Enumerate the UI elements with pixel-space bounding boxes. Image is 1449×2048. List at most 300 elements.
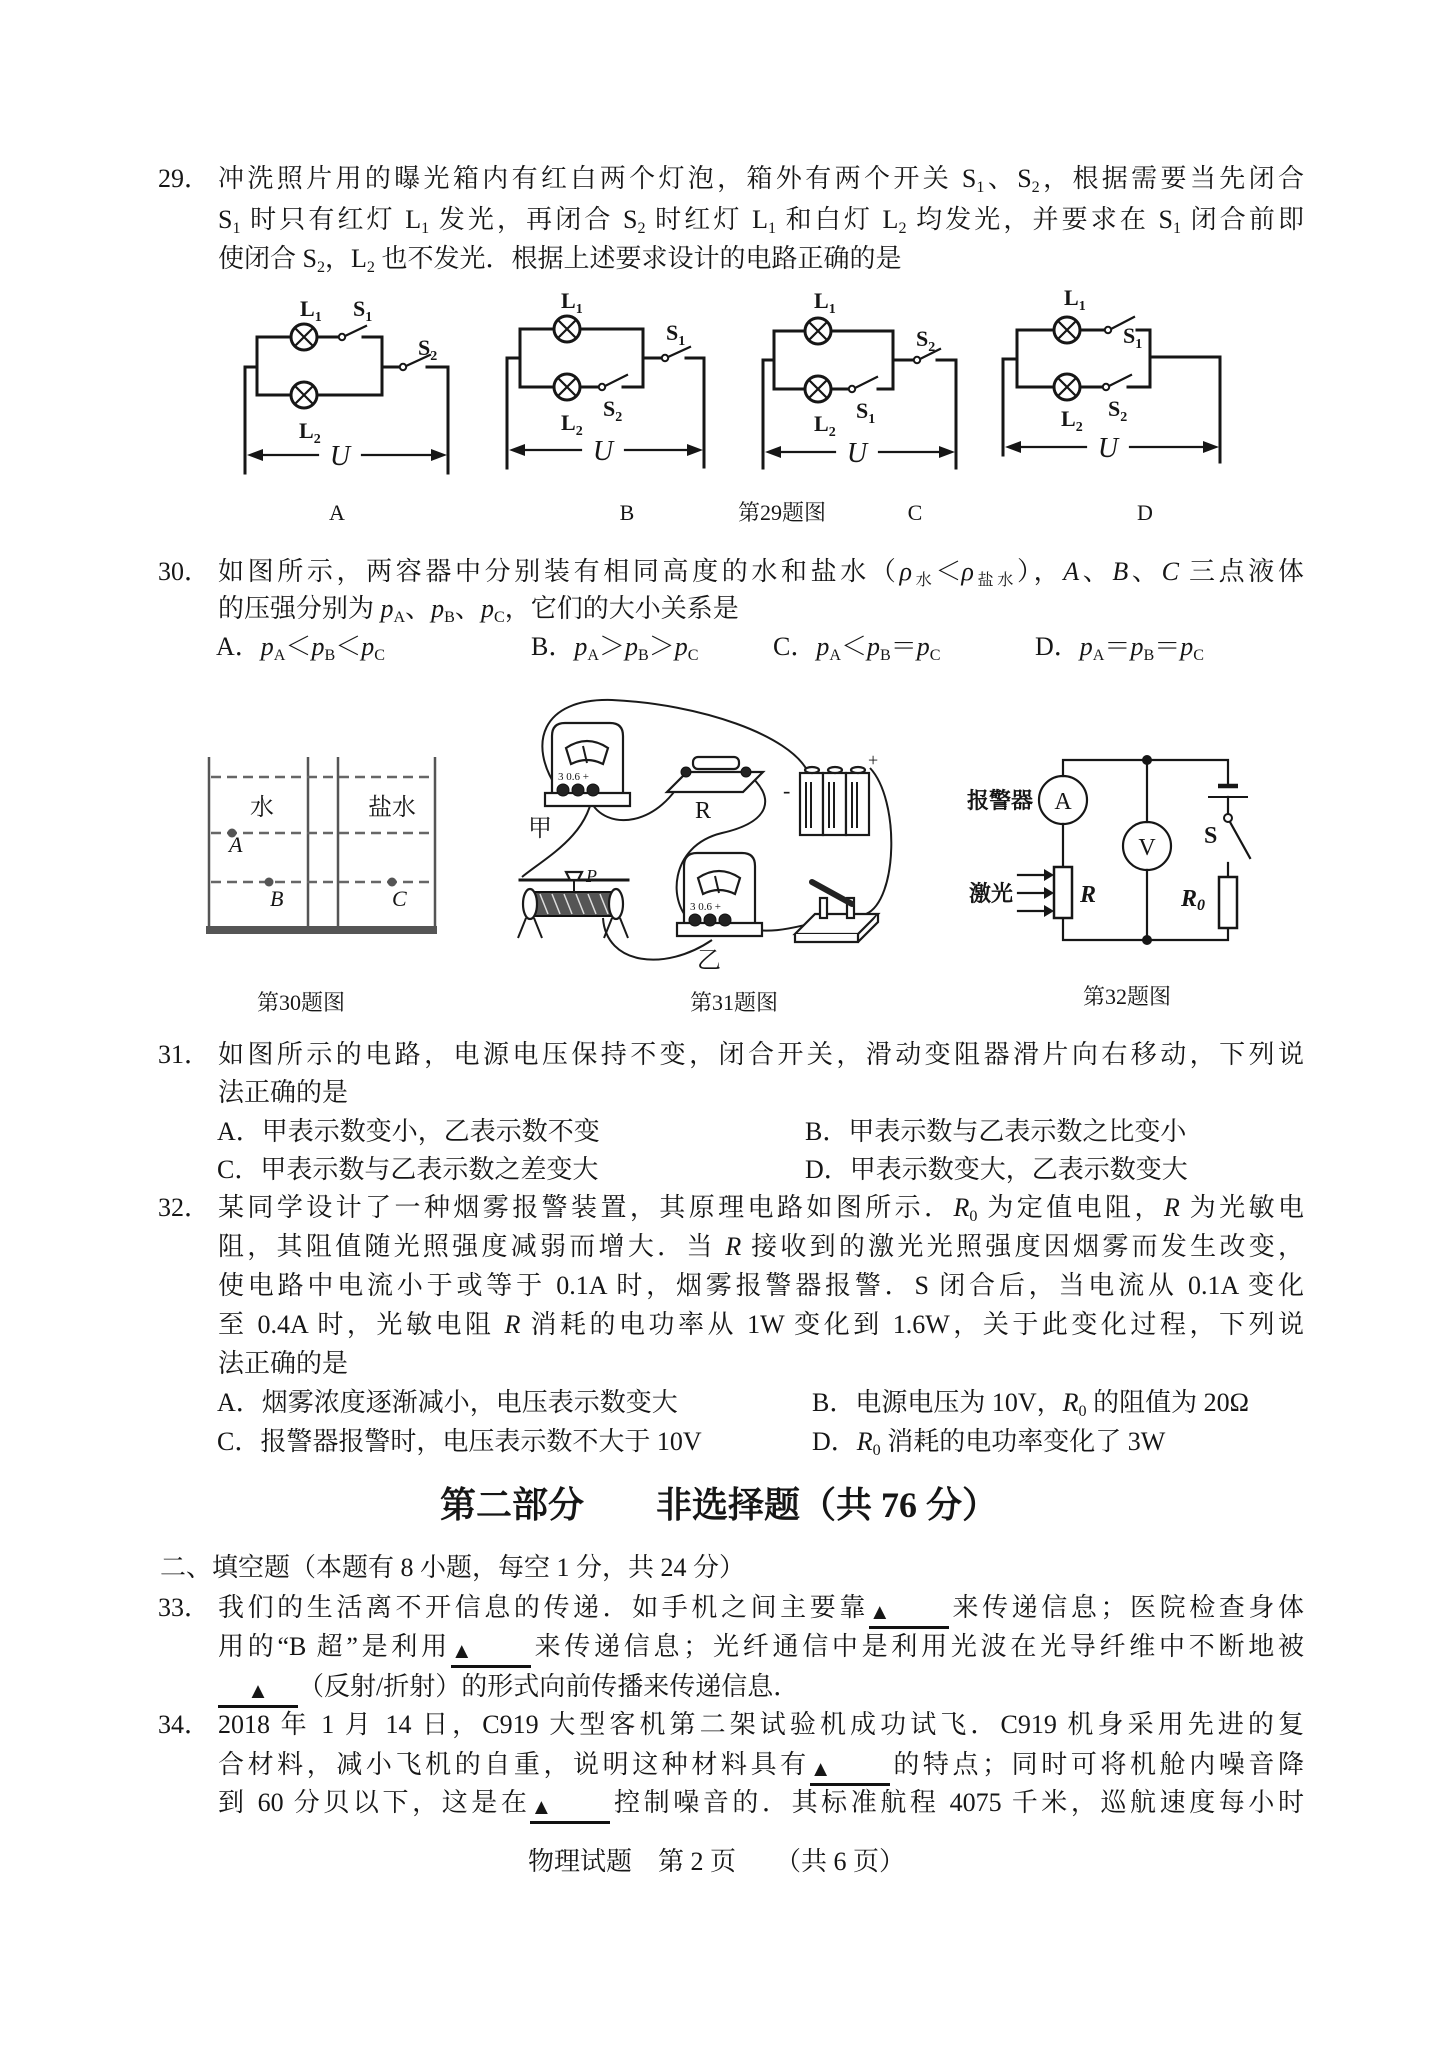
subscript: 1	[976, 178, 985, 196]
resistor-r	[667, 757, 763, 792]
arrowhead-right	[939, 446, 955, 458]
switch-pivot	[662, 355, 668, 361]
text-run: 甲表示数与乙表示数之差变大	[260, 1155, 599, 1184]
text-run: 冲洗照片用的曝光箱内有红白两个灯泡，箱外有两个开关 S	[218, 164, 977, 193]
switch2-label-main: S	[916, 326, 929, 351]
question-number: 33．	[158, 1593, 211, 1622]
battery-terminal	[805, 767, 819, 773]
option-text	[850, 1155, 1188, 1184]
lamp-cross	[558, 378, 576, 396]
lamp2-label	[299, 418, 321, 447]
text-run: 闭合前即	[1181, 205, 1304, 234]
subscript: C	[1193, 646, 1204, 664]
question-text-line	[218, 555, 1304, 589]
battery-terminal	[828, 767, 842, 773]
figure-caption: 第30题图	[257, 990, 346, 1015]
lamp2-label-sub: 2	[313, 432, 321, 447]
terminal	[704, 914, 716, 926]
switch1-label-main: S	[1123, 323, 1136, 348]
meter-terminal-labels: 3 0.6 +	[690, 901, 721, 913]
math-symbol: B	[1112, 557, 1129, 586]
math-symbol: p	[260, 632, 274, 661]
knife-switch	[795, 882, 878, 942]
lamp1-label-main: L	[1064, 285, 1079, 310]
option-text	[856, 1427, 1166, 1459]
question-text-line	[218, 1308, 1304, 1342]
figure-caption: 第29题图	[738, 500, 827, 525]
lamp2-label-sub: 2	[575, 424, 583, 439]
switch-blade	[1109, 375, 1131, 386]
option-key: A．	[217, 1117, 262, 1146]
lamp1-label-sub: 1	[575, 302, 583, 317]
switch2-label-main: S	[418, 335, 431, 360]
text-run: 使电路中电流小于或等于 0.1A 时，烟雾报警器报警．S 闭合后，当电流从 0.1A 变化	[218, 1271, 1304, 1300]
text-run: 的特点；同时可将机舱内噪音降	[889, 1750, 1304, 1779]
text-run: 三点液体	[1178, 557, 1304, 586]
lamp1-label-main: L	[561, 288, 576, 313]
subscript: A	[587, 646, 599, 664]
subscript: 0	[969, 1207, 978, 1225]
resistor-label: R	[695, 798, 712, 824]
switch2-label-sub: 2	[928, 340, 936, 355]
subscript: 1	[421, 219, 430, 237]
terminal	[689, 914, 701, 926]
option-text	[574, 632, 699, 664]
subscript: A	[273, 646, 286, 664]
terminal	[587, 784, 599, 796]
lamp2-label-main: L	[1061, 406, 1076, 431]
switch-pivot	[849, 386, 855, 392]
subscript: 2	[637, 219, 646, 237]
text-run: 烟雾浓度逐渐减小，电压表示数变大	[261, 1388, 678, 1417]
switch1-label-main: S	[666, 320, 679, 345]
subscript: C	[493, 608, 505, 626]
subscript: A	[393, 608, 406, 626]
math-symbol: p	[380, 594, 394, 623]
fixed-resistor-label-main: R	[1181, 886, 1198, 912]
subscript: 2	[366, 258, 375, 276]
text-run: 某同学设计了一种烟雾报警装置，其原理电路如图所示．	[218, 1193, 954, 1222]
option-b	[812, 1386, 1249, 1420]
question-text-line	[218, 1708, 1304, 1742]
battery-symbol	[1208, 786, 1248, 797]
switch-s	[1224, 814, 1250, 858]
subscript: 2	[1031, 178, 1040, 196]
option-d	[805, 1153, 1188, 1187]
option-a	[216, 630, 385, 664]
voltage-label: U	[592, 436, 614, 467]
switch-blade	[812, 882, 852, 904]
junction-dot	[1142, 755, 1152, 765]
question-number: 29．	[158, 164, 211, 193]
subscript: A	[1092, 646, 1105, 664]
math-symbol: R	[1163, 1193, 1180, 1222]
saltwater-label: 盐水	[368, 795, 416, 821]
switch1-label-sub: 1	[365, 310, 373, 325]
option-d	[812, 1425, 1165, 1459]
lamp2-label	[814, 411, 836, 440]
choice-label-d: D	[1137, 500, 1153, 525]
text-run: 如图所示，两容器中分别装有相同高度的水和盐水（	[218, 557, 900, 586]
text-run: 、	[405, 594, 432, 623]
option-key: C．	[217, 1155, 261, 1184]
circuit-option-c	[763, 288, 956, 469]
subscript: 0	[1078, 1402, 1087, 1420]
text-run: 我们的生活离不开信息的传递．如手机之间主要靠	[218, 1593, 869, 1622]
question-text-line	[218, 1670, 1304, 1704]
choice-label-b: B	[619, 500, 635, 525]
switch2-label	[603, 396, 622, 425]
option-a	[217, 1115, 600, 1149]
circuit-option-a	[245, 296, 448, 473]
meter-base	[545, 793, 630, 806]
text-run: 和白灯 L	[776, 205, 899, 234]
switch1-label-sub: 1	[868, 412, 876, 427]
option-text	[260, 1155, 598, 1184]
switch-label: S	[1204, 823, 1218, 849]
math-symbol: p	[311, 632, 325, 661]
switch1-label	[353, 296, 372, 325]
choice-label-a: A	[329, 500, 345, 525]
text-run: 也不发光．根据上述要求设计的电路正确的是	[374, 244, 902, 273]
subscript: 2	[316, 258, 326, 276]
fixed-resistor-label	[1180, 886, 1205, 914]
text-run: ＜	[840, 632, 867, 661]
text-run: 合材料，减小飞机的自重，说明这种材料具有	[218, 1750, 810, 1779]
switch-blade	[345, 326, 366, 336]
arrowhead	[1044, 869, 1054, 917]
option-key: D．	[1035, 632, 1080, 661]
option-text	[1079, 632, 1204, 664]
option-key: B．	[812, 1388, 856, 1417]
option-text	[260, 632, 385, 664]
switch-blade	[1230, 822, 1250, 858]
figure-q31-physical-circuit	[505, 695, 900, 980]
lamp1-label	[300, 296, 322, 325]
text-run: 、	[1079, 557, 1113, 586]
question-text-line	[218, 1748, 1304, 1782]
terminal	[719, 914, 731, 926]
math-symbol: R	[856, 1427, 873, 1456]
question-text-line	[218, 1591, 1304, 1625]
terminal	[557, 784, 569, 796]
switch2-label-sub: 2	[615, 410, 623, 425]
battery	[800, 767, 869, 835]
lamp1-label-sub: 1	[1078, 299, 1086, 314]
laser-arrows	[1018, 869, 1054, 917]
lamp-cross	[809, 380, 827, 398]
subscript: B	[638, 646, 649, 664]
switch-s1-icon	[849, 377, 877, 392]
text-run: ＜	[285, 632, 312, 661]
ammeter-alarm	[1039, 776, 1087, 824]
subscript: 1	[1173, 219, 1182, 237]
math-symbol: R	[725, 1232, 742, 1261]
switch-blade	[605, 375, 627, 386]
rheostat-end	[609, 889, 623, 919]
math-symbol: p	[674, 632, 688, 661]
math-symbol: p	[816, 632, 830, 661]
switch-pivot	[1224, 814, 1232, 822]
text-run: 时只有红灯 L	[240, 205, 422, 234]
subscript: 水	[911, 571, 936, 589]
terminal	[681, 767, 691, 777]
text-run: 阻，其阻值随光照强度减弱而增大．当	[218, 1232, 726, 1261]
subscript: B	[444, 608, 455, 626]
lamp2-label	[561, 410, 583, 439]
question-number: 31．	[158, 1040, 211, 1069]
question-number: 32．	[158, 1193, 211, 1222]
math-symbol: p	[361, 632, 375, 661]
text-run: ＜	[335, 632, 362, 661]
figure-q32-alarm-circuit	[940, 745, 1270, 955]
subscript: 1	[232, 219, 241, 237]
arrowhead-left	[1005, 441, 1021, 453]
option-d	[1035, 630, 1204, 664]
switch-pivot	[599, 384, 605, 390]
option-b	[531, 630, 699, 664]
junction-dot	[1142, 935, 1152, 945]
math-symbol: ρ	[961, 557, 974, 586]
math-symbol: R	[1062, 1388, 1079, 1417]
question-text-line	[218, 1230, 1304, 1264]
text-run: ），	[1016, 557, 1064, 586]
lamp-cross	[558, 320, 576, 338]
math-symbol: p	[1180, 632, 1194, 661]
lamp-l2-icon	[805, 376, 831, 402]
switch-pivot	[914, 357, 920, 363]
text-run: ＝	[1154, 632, 1181, 661]
text-run: 来传递信息；光纤通信中是利用光波在光导纤维中不断地被	[530, 1632, 1304, 1661]
math-symbol: p	[867, 632, 880, 661]
lamp-cross	[809, 322, 827, 340]
lamp2-label	[1061, 406, 1083, 435]
question-text-line	[218, 1347, 1304, 1381]
subscript: B	[324, 646, 336, 664]
container-base	[206, 926, 437, 934]
lamp1-label	[561, 288, 583, 317]
text-run: 用的“B 超”是利用	[218, 1632, 451, 1661]
ammeter-symbol: A	[1054, 789, 1072, 815]
choice-label-c: C	[907, 500, 923, 525]
text-run: 2018 年 1 月 14 日，C919 大型客机第二架试验机成功试飞．C919 机身采用先进的复	[218, 1710, 1304, 1739]
text-run: 报警器报警时，电压表示数不大于 10V	[260, 1427, 702, 1456]
wire	[1003, 359, 1017, 455]
rheostat-legs	[518, 918, 628, 938]
subscript: 2	[898, 219, 907, 237]
switch-pivot	[1105, 327, 1111, 333]
resistor-body	[693, 757, 739, 769]
question-text-line	[218, 1076, 1304, 1110]
switch2-label	[1108, 396, 1127, 425]
switch-base	[795, 914, 878, 934]
text-run: ＝	[890, 632, 917, 661]
subscript: C	[374, 646, 385, 664]
battery-positive-label: +	[868, 750, 879, 770]
figure-caption: 第31题图	[690, 990, 779, 1015]
answer-blank: ▲	[530, 1794, 610, 1824]
question-text-line	[218, 203, 1304, 237]
text-run: 、	[454, 594, 481, 623]
text-run: 到 60 分贝以下，这是在	[218, 1788, 531, 1817]
text-run: 使闭合 S	[218, 244, 317, 273]
switch-blade	[855, 377, 877, 388]
text-run: ＝	[1104, 632, 1131, 661]
switch2-label-main: S	[1108, 396, 1121, 421]
voltmeter	[1123, 822, 1171, 870]
voltage-label: U	[846, 438, 868, 469]
circuit-option-b	[507, 288, 704, 468]
lamp-l1-icon	[554, 316, 580, 342]
math-symbol: A	[1063, 557, 1080, 586]
text-run: ＞	[598, 632, 625, 661]
switch1-label-sub: 1	[1135, 337, 1143, 352]
switch2-label-sub: 2	[1120, 410, 1128, 425]
voltmeter-symbol: V	[1138, 835, 1156, 861]
meter-jia-label: 甲	[528, 816, 552, 842]
question-text-line	[218, 242, 1304, 276]
math-symbol: p	[431, 594, 445, 623]
arrowhead-left	[247, 449, 263, 461]
answer-blank: ▲	[451, 1638, 531, 1668]
math-symbol: p	[625, 632, 638, 661]
option-key: D．	[805, 1155, 850, 1184]
switch2-label	[418, 335, 437, 364]
switch-pivot	[339, 334, 345, 340]
lamp-l2-icon	[554, 374, 580, 400]
lamp1-label	[814, 288, 836, 317]
subscript: 0	[872, 1441, 881, 1459]
arrowhead-right	[687, 444, 703, 456]
question-text-line	[218, 1786, 1304, 1820]
lamp-cross	[1058, 378, 1076, 396]
text-run: 、S	[984, 164, 1032, 193]
lamp-l2-icon	[1054, 374, 1080, 400]
option-key: A．	[216, 632, 261, 661]
fixed-resistor-label-sub: 0	[1197, 897, 1206, 914]
option-a	[217, 1386, 678, 1420]
meter-base	[677, 923, 762, 936]
lamp2-label-main: L	[814, 411, 829, 436]
switch1-label	[666, 320, 685, 349]
question-text-line	[218, 1269, 1304, 1303]
meter-terminal-labels: 3 0.6 +	[558, 771, 589, 783]
point-b-label: B	[270, 886, 284, 911]
text-run: ，根据需要当先闭合	[1039, 164, 1304, 193]
fixed-resistor	[1219, 877, 1237, 928]
ammeter-jia	[545, 723, 630, 806]
text-run: S	[218, 205, 233, 234]
option-key: B．	[531, 632, 575, 661]
math-symbol: p	[1079, 632, 1093, 661]
text-run: ＞	[648, 632, 675, 661]
answer-blank: ▲	[218, 1678, 298, 1708]
text-run: 、	[1128, 557, 1162, 586]
text-run: 接收到的激光光照强度因烟雾而发生改变，	[741, 1232, 1304, 1261]
subscript: C	[929, 646, 941, 664]
answer-blank: ▲	[869, 1599, 949, 1629]
answer-blank: ▲	[810, 1756, 890, 1786]
lamp-cross	[295, 386, 313, 404]
switch2-label	[916, 326, 935, 355]
question-number: 30．	[158, 557, 211, 586]
lamp2-label-sub: 2	[1075, 420, 1083, 435]
option-key: C．	[217, 1427, 261, 1456]
question-text-line	[218, 1630, 1304, 1664]
math-symbol: p	[574, 632, 588, 661]
lamp2-label-sub: 2	[828, 425, 836, 440]
figure-q30-containers	[195, 745, 455, 945]
terminal	[572, 784, 584, 796]
option-key: A．	[217, 1388, 262, 1417]
subscript: A	[829, 646, 841, 664]
option-b	[805, 1115, 1186, 1149]
question-text-line	[218, 592, 1304, 626]
lamp2-label-main: L	[299, 418, 314, 443]
text-run: 发光，再闭合 S	[429, 205, 638, 234]
switch1-label	[1123, 323, 1142, 352]
option-text	[262, 1388, 678, 1417]
text-run: 消耗的电功率从 1W 变化到 1.6W，关于此变化过程，下列说	[520, 1310, 1304, 1339]
subscript: 1	[767, 219, 777, 237]
lamp-cross	[1058, 321, 1076, 339]
question-text-line	[218, 162, 1304, 196]
text-run: 电源电压为 10V，	[855, 1388, 1063, 1417]
laser-label: 激光	[968, 881, 1013, 906]
text-run: 如图所示的电路，电源电压保持不变，闭合开关，滑动变阻器滑片向右移动，下列说	[218, 1040, 1304, 1069]
option-key: C．	[773, 632, 817, 661]
lamp1-label	[1064, 285, 1086, 314]
option-text	[855, 1388, 1249, 1420]
section-title: 第二部分 非选择题（共 76 分）	[440, 1485, 999, 1525]
text-run: 甲表示数与乙表示数之比变小	[848, 1117, 1187, 1146]
subscript: B	[880, 646, 891, 664]
battery-negative-label: -	[783, 778, 791, 803]
switch2-label-main: S	[603, 396, 616, 421]
figure-caption: 第32题图	[1083, 984, 1172, 1009]
section-subtitle: 二、填空题（本题有 8 小题，每空 1 分，共 24 分）	[160, 1553, 746, 1582]
math-symbol: R	[953, 1193, 970, 1222]
option-c	[217, 1153, 598, 1187]
subscript: B	[1143, 646, 1155, 664]
option-c	[217, 1425, 702, 1459]
meter-yi-label: 乙	[697, 948, 721, 974]
circuit-option-d	[1003, 285, 1220, 464]
subscript: C	[687, 646, 699, 664]
text-run: 法正确的是	[218, 1078, 349, 1107]
option-text	[848, 1117, 1186, 1146]
text-run: 时红灯 L	[645, 205, 768, 234]
math-symbol: R	[504, 1310, 521, 1339]
voltage-label: U	[1097, 433, 1119, 464]
option-text	[262, 1117, 600, 1146]
math-symbol: p	[1130, 632, 1144, 661]
ammeter-yi	[677, 853, 762, 936]
option-text	[816, 632, 941, 664]
arrowhead-left	[765, 446, 781, 458]
voltage-label: U	[329, 441, 351, 472]
text-run: 为光敏电	[1179, 1193, 1304, 1222]
rheostat-slider	[566, 872, 582, 880]
text-run: ＜	[935, 557, 962, 586]
lamp1-label-sub: 1	[828, 302, 836, 317]
laser-beam	[1018, 875, 1046, 911]
text-run: 法正确的是	[218, 1349, 349, 1378]
switch-post	[820, 898, 827, 918]
switch1-label-main: S	[353, 296, 366, 321]
figure-q29-circuits	[230, 285, 1240, 485]
text-run: 为定值电阻，	[977, 1193, 1164, 1222]
